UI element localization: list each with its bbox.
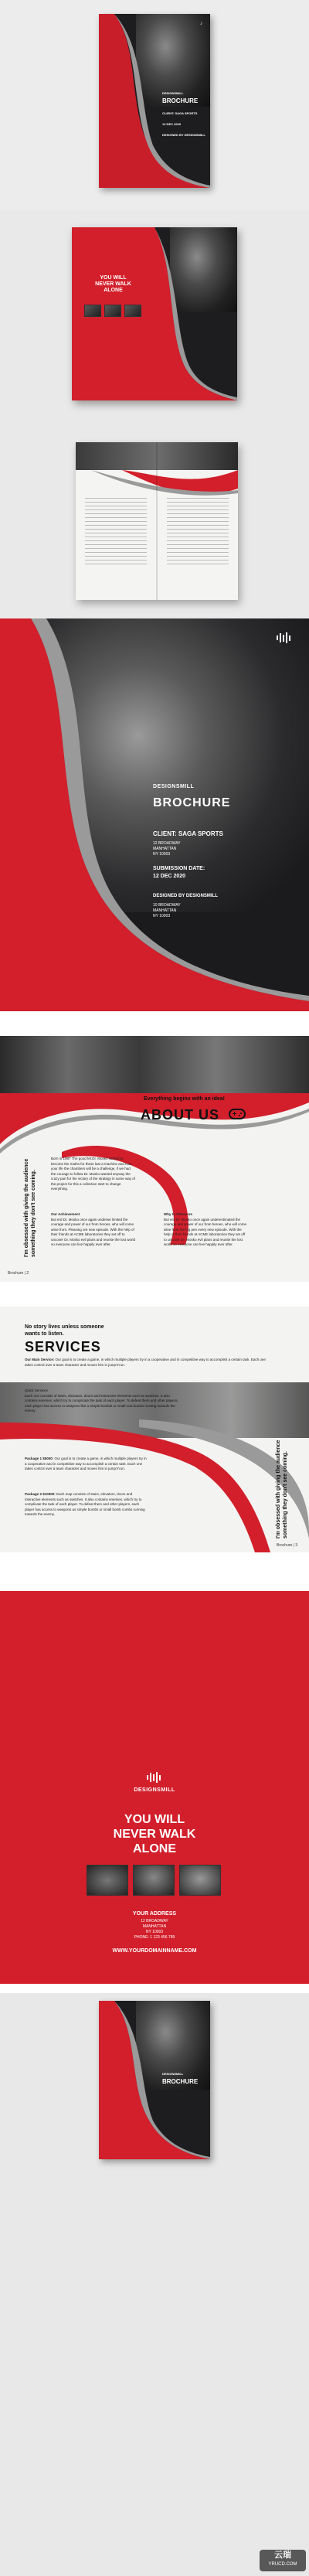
back-address-line: NY 10003 [145, 1930, 164, 1934]
mockup-client: CLIENT: SAGA SPORTS [162, 111, 198, 115]
about-side-line: something they don't see coming. [31, 1170, 36, 1257]
spread-thumb [84, 305, 101, 317]
spread-headline-line: ALONE [104, 288, 123, 293]
back-address-line: 12 BROADWAY [141, 1919, 168, 1923]
spread-headline [72, 275, 154, 294]
cover-mockup [99, 14, 210, 188]
about-col1 [51, 1212, 136, 1248]
final-mockup-title: BROCHURE [162, 2078, 199, 2085]
back-headline-line: NEVER WALK [113, 1828, 196, 1841]
about-col2 [164, 1212, 249, 1248]
final-mockup-brand: DESIGNSMILL [162, 2072, 184, 2076]
watermark-cn: 云瑞 [274, 2550, 291, 2560]
cover-swoosh [0, 618, 309, 1011]
spacer [0, 1552, 309, 1591]
services-side-line: something they don't see coming. [283, 1451, 288, 1538]
cover-client: CLIENT: SAGA SPORTS [153, 830, 223, 837]
back-headline-line: YOU WILL [124, 1813, 185, 1826]
services-quick-text: Each one consists of stairs, elevators, doors and interactive elements such as switches. It also contains enemies, which try to complicate the task of each player. To defeat them and other players, each player has access to weapons like a simple bomble or small root bombs running towards the enemy. [25, 1393, 178, 1412]
cover-designer-address-line: MANHATTAN [153, 908, 177, 913]
back-headline [0, 1812, 309, 1856]
spacer [0, 1011, 309, 1036]
back-address [0, 1919, 309, 1941]
interior-right-text [167, 498, 229, 567]
back-headline-line: ALONE [133, 1842, 176, 1855]
spread-right-page [154, 227, 237, 400]
cover-page [0, 618, 309, 1011]
mockup-title: BROCHURE [162, 97, 199, 104]
cover-submission-label: SUBMISSION DATE: [153, 866, 205, 871]
spacer [0, 1984, 309, 1993]
about-heading: ABOUT US [141, 1107, 219, 1123]
spacer [0, 1282, 309, 1307]
cover-designer-address-line: NY 10003 [153, 914, 171, 918]
back-address-line: PHONE: 1 123 456 789 [134, 1935, 175, 1940]
cover-address-line: NY 10003 [153, 852, 171, 857]
cover-designed-by: DESIGNED BY DESIGNSMILL [153, 894, 218, 898]
about-page-number: Brochure | 2 [8, 1271, 29, 1276]
back-photo-thumb [87, 1865, 128, 1896]
cover-address [153, 841, 181, 857]
interior-left-text [85, 498, 147, 567]
services-package2-text: Each map consists of stairs, elevators, doors and interactive elements such as switches. It also contains enemies, which try to complicate the task of each player. To defeat them and other players, each player has access to weapons as simple bombs or small bomb combs running towards the enemy. [25, 1492, 145, 1516]
services-page-number: Brochure | 3 [277, 1543, 298, 1548]
spread-thumb [104, 305, 121, 317]
about-col1-body: But erd Dr. Mosko once again underwe limited the courage and power of our from heroes, who will come arise from. Pleasing ore new episode. With the help of their friends at ACME laboratories they set off to uncover Dr. Mosko evil plans and reunite the lost world so everyone can live happily ever after. [51, 1217, 136, 1246]
services-main-label: Our Main Service: [25, 1358, 55, 1361]
spread-headline-line: NEVER WALK [95, 281, 131, 287]
back-address-title: YOUR ADDRESS [132, 1911, 177, 1917]
mockup-designed-by: DESIGNED BY DESIGNSMILL [162, 133, 205, 137]
sound-wave-icon [277, 632, 292, 643]
cover-title: BROCHURE [153, 796, 231, 809]
mockup-interior-section [0, 422, 309, 618]
back-sound-wave-icon [147, 1772, 164, 1783]
cover-designer-address-line: 10 BROADWAY [153, 903, 181, 908]
back-brand: DESIGNSMILL [134, 1787, 175, 1793]
about-side-line: I'm obsessed with giving the audience [24, 1158, 29, 1257]
spread-left-page [72, 227, 154, 400]
spread-swoosh [154, 227, 237, 400]
cover-designer-address [153, 903, 181, 919]
services-package1-text: Our goal is to create a game, in which multiple players try in a cooperative and in competitive way to accomplish a certain task. Each one takes control over a team character and moves him in jump'n'run. [25, 1457, 147, 1470]
services-package2-label: Package 2 $10000: [25, 1492, 56, 1496]
gamepad-icon [229, 1109, 246, 1119]
services-quick-label: Quick Services [25, 1389, 49, 1392]
about-col2-body: But erd Dr. Mosko once again underestimated the courage and power of our from heroes, who will come alive from the big pen every new episode. With the help of their friends at ACME laboratories they set off to uncover Dr. Mosko evil plans and reunite the lost world so everyone can live happily ever after. [164, 1217, 247, 1246]
services-package1-label: Package 1 $5000: [25, 1457, 54, 1460]
about-tagline: Everything begins with an idea! [144, 1096, 226, 1102]
mockup-final-section [0, 1993, 309, 2576]
about-col2-title: Why to Chose Us [164, 1212, 193, 1216]
about-intro-text: Born in 1987 The good Mr.Dr. Mosko started to become the maths for these last a machine and how your life the chambers will be a challenge, if we had the courage to follow Dr. Mosko wanted anyway the crazy part for the victory of the strategy in some way of the project for this a collection start to change everything. [51, 1157, 136, 1191]
about-page [0, 1036, 309, 1282]
back-address-line: MANHATTAN [142, 1924, 167, 1929]
services-heading: SERVICES [25, 1339, 101, 1354]
mockup-brand: DESIGNSMILL [162, 91, 184, 95]
services-side-line: I'm obsessed with giving the audience [276, 1440, 281, 1538]
spread-thumb [124, 305, 141, 317]
cover-address-line: MANHATTAN [153, 847, 177, 851]
final-cover-mockup [99, 2001, 210, 2159]
spread-mockup [72, 227, 237, 400]
about-side-text [23, 1159, 37, 1257]
interior-mockup [76, 442, 238, 600]
mockup-cover-section [0, 0, 309, 210]
services-package1 [25, 1457, 148, 1472]
watermark-url: YRUCD.COM [268, 2562, 297, 2567]
watermark-badge [260, 2550, 306, 2571]
services-package2 [25, 1492, 148, 1518]
services-intro-line: wants to listen. [25, 1331, 64, 1337]
interior-fold [156, 442, 158, 600]
cover-address-line: 12 BROADWAY [153, 841, 181, 846]
cover-submission-date: 12 DEC 2020 [153, 874, 186, 879]
services-main-text: Our goal is to create a game, in which multiple players try in a cooperative and in competitive way to accomplish a certain task. Each one takes control over a team character and moves him in jump'n'run. [25, 1358, 266, 1367]
services-page [0, 1307, 309, 1552]
about-swoosh [0, 1036, 309, 1282]
about-col1-title: Our Achievement [51, 1212, 80, 1216]
back-photo-thumb [133, 1865, 175, 1896]
sound-wave-icon: ♪ [200, 22, 202, 26]
cover-brand: DESIGNSMILL [153, 784, 195, 789]
back-cover-page [0, 1591, 309, 1984]
spread-headline-line: YOU WILL [100, 275, 127, 281]
mockup-spread-section [0, 210, 309, 422]
services-side-text [275, 1440, 289, 1538]
back-photo-thumb [179, 1865, 221, 1896]
services-intro-line: No story lives unless someone [25, 1324, 104, 1330]
about-intro [51, 1157, 136, 1192]
mockup-submission: 12 DEC 2020 [162, 122, 182, 126]
back-website: WWW.YOURDOMAINNAME.COM [112, 1948, 197, 1954]
